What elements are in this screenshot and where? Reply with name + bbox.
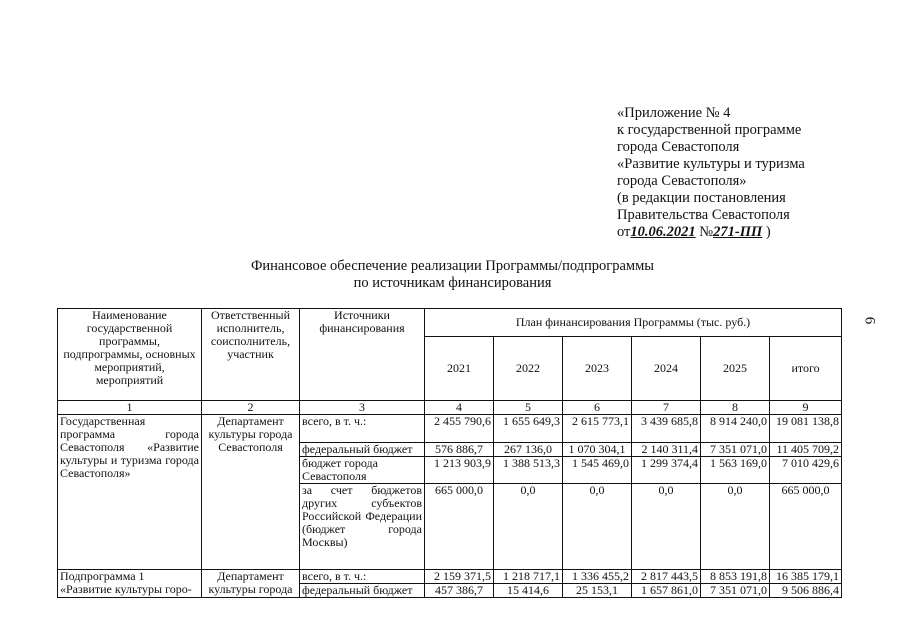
value-cell: 2 455 790,6 [425, 415, 494, 443]
value-cell: 2 615 773,1 [563, 415, 632, 443]
value-cell: 1 655 649,3 [494, 415, 563, 443]
value-cell: 9 506 886,4 [770, 584, 842, 598]
value-cell: 665 000,0 [770, 484, 842, 570]
value-cell: 19 081 138,8 [770, 415, 842, 443]
executor-cell: Департамент культуры города [202, 570, 300, 598]
financing-table [57, 308, 842, 598]
value-cell: 576 886,7 [425, 443, 494, 457]
source-cell: всего, в т. ч.: [300, 570, 425, 584]
value-cell: 11 405 709,2 [770, 443, 842, 457]
column-number: 7 [632, 401, 701, 415]
value-cell: 1 213 903,9 [425, 457, 494, 484]
title-line-1: Финансовое обеспечение реализации Программы/подпрограммы [250, 258, 655, 274]
column-number: 5 [494, 401, 563, 415]
header-name: Наименование государственной программы, подпрограммы, основных мероприятий, мероприятий [58, 309, 202, 401]
number-prefix: № [699, 224, 714, 240]
header-year: 2024 [632, 337, 701, 401]
value-cell: 7 351 071,0 [701, 584, 770, 598]
header-year: 2021 [425, 337, 494, 401]
date-prefix: от [617, 224, 631, 240]
appendix-line: города Севастополя» [617, 173, 747, 189]
title-line-2: по источникам финансирования [353, 275, 552, 291]
column-number: 9 [770, 401, 842, 415]
source-cell: федеральный бюджет [300, 443, 425, 457]
source-cell: бюджет города Севастополя [300, 457, 425, 484]
appendix-line: Правительства Севастополя [617, 207, 790, 223]
value-cell: 7 351 071,0 [701, 443, 770, 457]
value-cell: 16 385 179,1 [770, 570, 842, 584]
handwritten-date: 10.06.2021 [630, 224, 696, 240]
appendix-line: к государственной программе [617, 122, 802, 138]
value-cell: 8 914 240,0 [701, 415, 770, 443]
value-cell: 457 386,7 [425, 584, 494, 598]
appendix-line: «Развитие культуры и туризма [617, 156, 805, 172]
value-cell: 1 657 861,0 [632, 584, 701, 598]
value-cell: 8 853 191,8 [701, 570, 770, 584]
value-cell: 0,0 [563, 484, 632, 570]
column-numbers-row [58, 401, 842, 415]
column-number: 6 [563, 401, 632, 415]
header-plan: План финансирования Программы (тыс. руб.) [425, 309, 842, 337]
value-cell: 1 545 469,0 [563, 457, 632, 484]
column-number: 2 [202, 401, 300, 415]
handwritten-number: 271-ПП [713, 224, 763, 240]
value-cell: 2 140 311,4 [632, 443, 701, 457]
value-cell: 1 070 304,1 [563, 443, 632, 457]
table-row [58, 570, 842, 584]
appendix-date-line [617, 224, 805, 241]
header-source: Источники финансирования [300, 309, 425, 401]
document-title [0, 258, 905, 292]
column-number: 3 [300, 401, 425, 415]
value-cell: 3 439 685,8 [632, 415, 701, 443]
source-cell: за счет бюджетов других субъектов Российской Федерации (бюджет города Москвы) [300, 484, 425, 570]
value-cell: 1 388 513,3 [494, 457, 563, 484]
appendix-line: «Приложение № 4 [617, 105, 731, 121]
value-cell: 665 000,0 [425, 484, 494, 570]
header-executor: Ответственный исполнитель, соисполнитель, участник [202, 309, 300, 401]
value-cell: 1 563 169,0 [701, 457, 770, 484]
value-cell: 0,0 [494, 484, 563, 570]
closing-paren: ) [765, 224, 771, 240]
executor-cell: Департамент культуры города Севастополя [202, 415, 300, 570]
value-cell: 0,0 [632, 484, 701, 570]
page-number: 6 [861, 316, 878, 325]
column-number: 8 [701, 401, 770, 415]
source-cell: федеральный бюджет [300, 584, 425, 598]
value-cell: 0,0 [701, 484, 770, 570]
header-year: 2023 [563, 337, 632, 401]
value-cell: 25 153,1 [563, 584, 632, 598]
program-name-cell: Государственная программа города Севастополя «Развитие культуры и туризма города Севастополя» [58, 415, 202, 570]
appendix-line: города Севастополя [617, 139, 740, 155]
value-cell: 2 159 371,5 [425, 570, 494, 584]
header-year: 2025 [701, 337, 770, 401]
value-cell: 15 414,6 [494, 584, 563, 598]
header-row [58, 309, 842, 337]
subprogram-name-cell: Подпрограмма 1 «Развитие культуры горо- [58, 570, 202, 598]
value-cell: 7 010 429,6 [770, 457, 842, 484]
appendix-block [617, 105, 805, 241]
value-cell: 267 136,0 [494, 443, 563, 457]
column-number: 1 [58, 401, 202, 415]
source-cell: всего, в т. ч.: [300, 415, 425, 443]
value-cell: 1 218 717,1 [494, 570, 563, 584]
value-cell: 2 817 443,5 [632, 570, 701, 584]
table-row [58, 415, 842, 443]
header-year: 2022 [494, 337, 563, 401]
value-cell: 1 299 374,4 [632, 457, 701, 484]
header-total: итого [770, 337, 842, 401]
value-cell: 1 336 455,2 [563, 570, 632, 584]
appendix-line: (в редакции постановления [617, 190, 786, 206]
column-number: 4 [425, 401, 494, 415]
